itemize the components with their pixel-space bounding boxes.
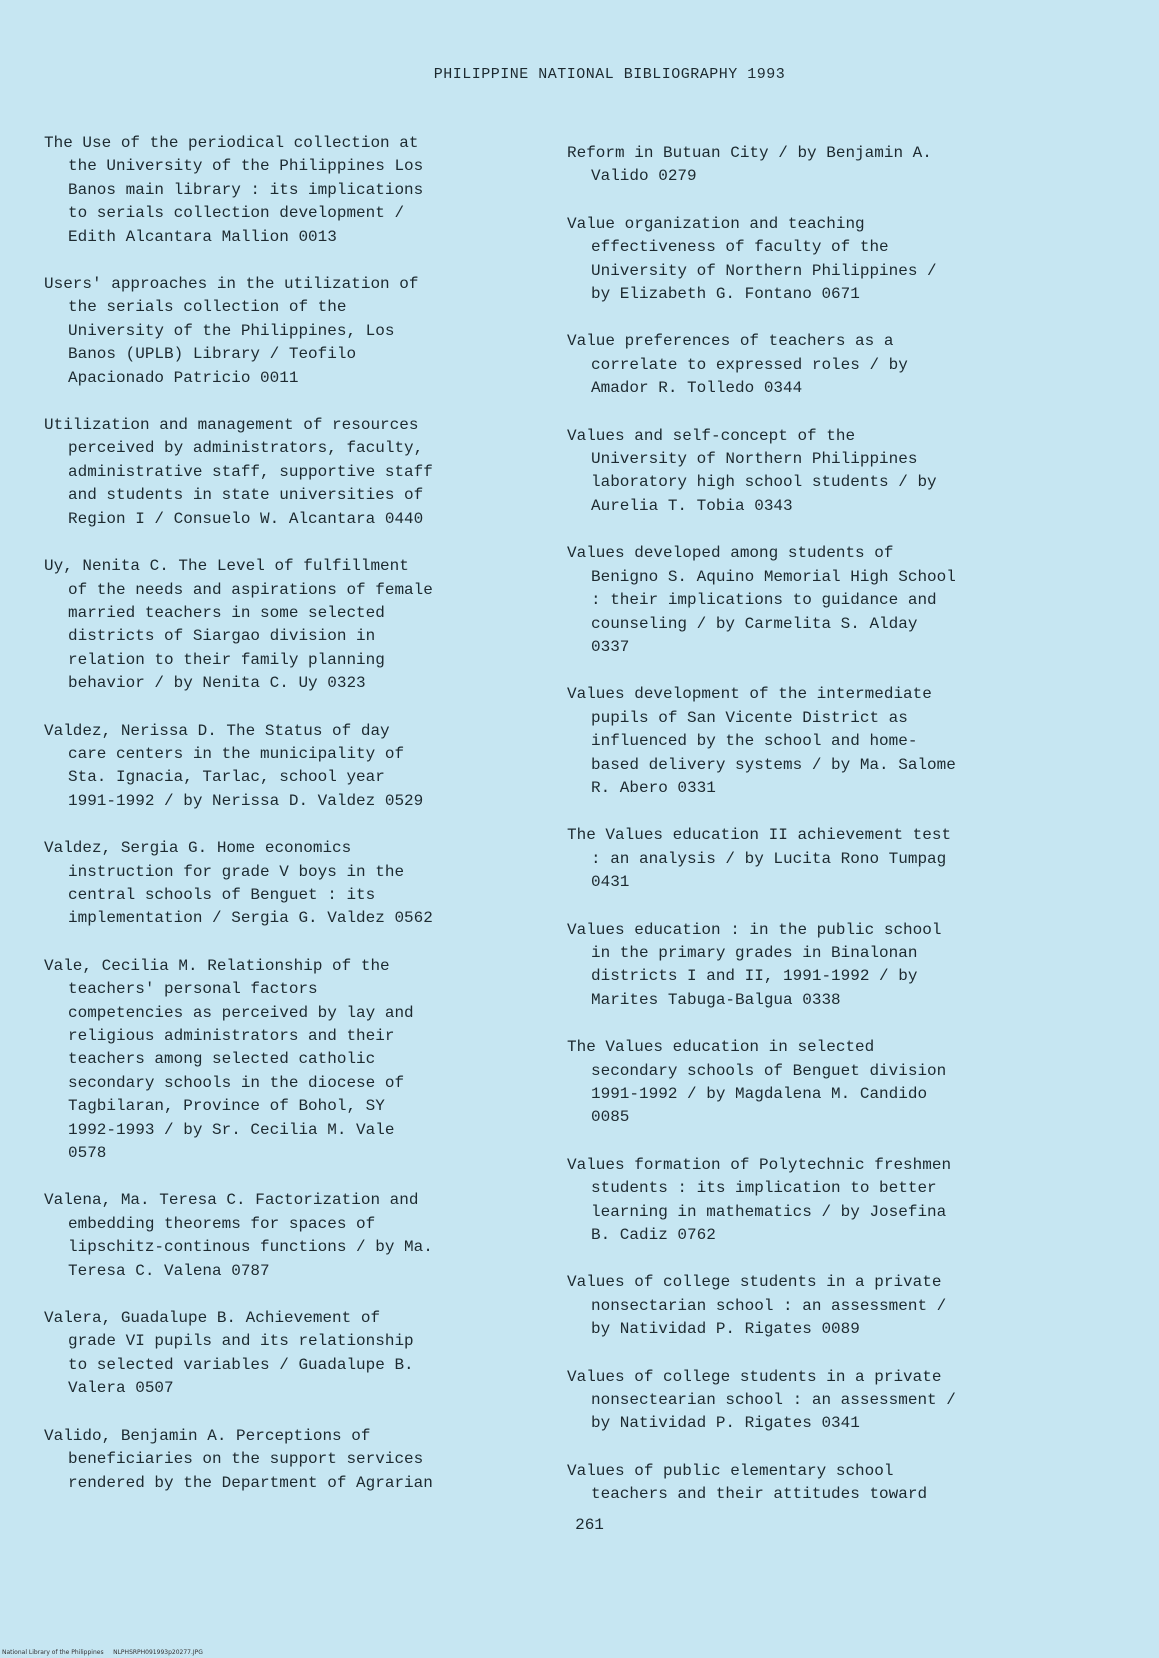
entry-line: Value organization and teaching	[567, 214, 865, 233]
entry-line: students : its implication to better	[591, 1179, 937, 1198]
entry-line: beneficiaries on the support services	[68, 1450, 424, 1469]
scan-footer: National Library of the Philippines NLPHSRPH091993p20277.JPG	[2, 1649, 203, 1656]
entry-line: teachers and their attitudes toward	[591, 1485, 928, 1504]
entry-line: Valido, Benjamin A. Perceptions of	[44, 1426, 371, 1445]
entry-line: Utilization and management of resources	[44, 416, 419, 435]
entry-line: Amador R. Tolledo 0344	[591, 379, 803, 398]
entry-line: effectiveness of faculty of the	[591, 238, 889, 257]
bibliography-entry	[44, 414, 544, 531]
entry-line: 0337	[591, 637, 630, 656]
entry-line: rendered by the Department of Agrarian	[68, 1473, 433, 1492]
bibliography-entry	[567, 330, 1067, 400]
entry-line: nonsectarian school : an assessment /	[591, 1296, 947, 1315]
entry-line: central schools of Benguet : its	[68, 885, 376, 904]
entry-line: pupils of San Vicente District as	[591, 708, 908, 727]
entry-line: The Use of the periodical collection at	[44, 134, 419, 152]
bibliography-entry	[567, 1460, 1067, 1507]
bibliography-entry	[567, 213, 1067, 307]
entry-line: care centers in the municipality of	[68, 744, 405, 763]
entry-line: 0431	[591, 873, 630, 892]
entry-line: influenced by the school and home-	[591, 732, 918, 751]
entry-line: Valera, Guadalupe B. Achievement of	[44, 1309, 381, 1328]
entry-line: Values and self-concept of the	[567, 426, 856, 445]
entry-line: University of Northern Philippines	[591, 450, 918, 469]
bibliography-entry	[567, 142, 1067, 189]
bibliography-entry	[567, 683, 1067, 800]
entry-line: Valdez, Nerissa D. The Status of day	[44, 721, 390, 740]
bibliography-entry	[44, 955, 544, 1166]
entry-line: by Natividad P. Rigates 0089	[591, 1320, 860, 1339]
bibliography-entry	[567, 1271, 1067, 1341]
bibliography-entry	[44, 1425, 544, 1495]
entry-line: Tagbilaran, Province of Bohol, SY	[68, 1097, 385, 1116]
entry-line: correlate to expressed roles / by	[591, 355, 908, 374]
bibliography-entry	[44, 273, 544, 390]
bibliography-entry	[44, 837, 544, 931]
entry-line: to selected variables / Guadalupe B.	[68, 1355, 414, 1374]
entry-line: Users' approaches in the utilization of	[44, 275, 419, 294]
entry-line: : their implications to guidance and	[591, 591, 937, 610]
entry-line: teachers among selected catholic	[68, 1050, 376, 1069]
entry-line: religious administrators and their	[68, 1027, 395, 1045]
bibliography-entry	[567, 824, 1067, 894]
bibliography-entry	[44, 720, 544, 814]
bibliography-entry	[567, 425, 1067, 519]
entry-line: secondary schools in the diocese of	[68, 1073, 405, 1092]
entry-line: Marites Tabuga-Balgua 0338	[591, 990, 841, 1009]
bibliography-entry	[44, 555, 544, 695]
entry-line: Values of college students in a private	[567, 1273, 942, 1292]
entry-line: teachers' personal factors	[68, 980, 318, 999]
entry-line: Values of college students in a private	[567, 1367, 942, 1386]
entry-line: 1991-1992 / by Magdalena M. Candido	[591, 1085, 928, 1103]
entry-line: the serials collection of the	[68, 298, 347, 317]
bibliography-entry	[567, 1154, 1067, 1248]
page-number: 261	[575, 1516, 604, 1534]
entry-line: secondary schools of Benguet division	[591, 1061, 947, 1080]
entry-line: B. Cadiz 0762	[591, 1226, 716, 1245]
entry-line: Values of public elementary school	[567, 1461, 894, 1480]
entry-line: grade VI pupils and its relationship	[68, 1332, 414, 1351]
entry-line: the University of the Philippines Los	[68, 157, 424, 176]
entry-line: Valera 0507	[68, 1379, 174, 1398]
entry-line: Valido 0279	[591, 167, 697, 186]
entry-line: Valena, Ma. Teresa C. Factorization and	[44, 1191, 419, 1210]
bibliography-entry	[567, 1366, 1067, 1436]
entry-line: instruction for grade V boys in the	[68, 862, 405, 881]
entry-line: lipschitz-continous functions / by Ma.	[68, 1238, 433, 1257]
entry-line: : an analysis / by Lucita Rono Tumpag	[591, 849, 947, 868]
bibliography-entry	[44, 132, 544, 249]
entry-line: districts of Siargao division in	[68, 627, 376, 646]
entry-line: The Values education in selected	[567, 1038, 875, 1057]
entry-line: 1991-1992 / by Nerissa D. Valdez 0529	[68, 791, 424, 810]
entry-line: Values developed among students of	[567, 544, 894, 563]
entry-line: based delivery systems / by Ma. Salome	[591, 755, 956, 774]
entry-line: Edith Alcantara Mallion 0013	[68, 227, 337, 246]
entry-line: Banos (UPLB) Library / Teofilo	[68, 345, 357, 364]
entry-line: Value preferences of teachers as a	[567, 332, 894, 351]
entry-line: embedding theorems for spaces of	[68, 1214, 376, 1233]
entry-line: Apacionado Patricio 0011	[68, 368, 299, 387]
entry-line: Region I / Consuelo W. Alcantara 0440	[68, 509, 424, 528]
entry-line: learning in mathematics / by Josefina	[591, 1202, 947, 1221]
entry-line: Vale, Cecilia M. Relationship of the	[44, 956, 390, 975]
entry-line: relation to their family planning	[68, 650, 385, 669]
entry-line: 0578	[68, 1144, 107, 1163]
entry-line: Banos main library : its implications	[68, 180, 424, 199]
entry-line: competencies as perceived by lay and	[68, 1003, 414, 1022]
entry-line: Aurelia T. Tobia 0343	[591, 496, 793, 515]
entry-line: Reform in Butuan City / by Benjamin A.	[567, 144, 932, 162]
entry-line: Sta. Ignacia, Tarlac, school year	[68, 768, 385, 787]
entry-line: 0085	[591, 1108, 630, 1127]
bibliography-entry	[567, 542, 1067, 659]
bibliography-entry	[567, 919, 1067, 1013]
entry-line: perceived by administrators, faculty,	[68, 439, 424, 458]
entry-line: implementation / Sergia G. Valdez 0562	[68, 909, 433, 928]
entry-line: Benigno S. Aquino Memorial High School	[591, 567, 956, 586]
entry-line: R. Abero 0331	[591, 778, 716, 797]
entry-line: and students in state universities of	[68, 486, 424, 505]
entry-line: of the needs and aspirations of female	[68, 580, 433, 599]
entry-line: districts I and II, 1991-1992 / by	[591, 967, 918, 986]
right-column	[567, 142, 1067, 1531]
entry-line: 1992-1993 / by Sr. Cecilia M. Vale	[68, 1120, 395, 1139]
entry-line: married teachers in some selected	[68, 603, 385, 622]
entry-line: The Values education II achievement test	[567, 826, 952, 845]
entry-line: University of Northern Philippines /	[591, 261, 937, 280]
entry-line: Uy, Nenita C. The Level of fulfillment	[44, 557, 409, 576]
entry-line: administrative staff, supportive staff	[68, 462, 433, 481]
entry-line: laboratory high school students / by	[591, 473, 937, 492]
bibliography-entry	[567, 1036, 1067, 1130]
entry-line: by Elizabeth G. Fontano 0671	[591, 285, 860, 304]
entry-line: by Natividad P. Rigates 0341	[591, 1414, 860, 1433]
entry-line: Values development of the intermediate	[567, 685, 932, 704]
left-column	[44, 132, 544, 1519]
entry-line: Teresa C. Valena 0787	[68, 1261, 270, 1280]
entry-line: Values education : in the public school	[567, 920, 942, 939]
entry-line: to serials collection development /	[68, 204, 405, 223]
entry-line: Valdez, Sergia G. Home economics	[44, 839, 352, 858]
entry-line: behavior / by Nenita C. Uy 0323	[68, 674, 366, 693]
entry-line: nonsectearian school : an assessment /	[591, 1391, 956, 1410]
bibliography-entry	[44, 1189, 544, 1283]
page-header: PHILIPPINE NATIONAL BIBLIOGRAPHY 1993	[433, 66, 786, 83]
bibliography-entry	[44, 1307, 544, 1401]
entry-line: counseling / by Carmelita S. Alday	[591, 614, 918, 633]
entry-line: Values formation of Polytechnic freshmen	[567, 1155, 952, 1174]
entry-line: in the primary grades in Binalonan	[591, 943, 918, 962]
entry-line: University of the Philippines, Los	[68, 321, 395, 340]
